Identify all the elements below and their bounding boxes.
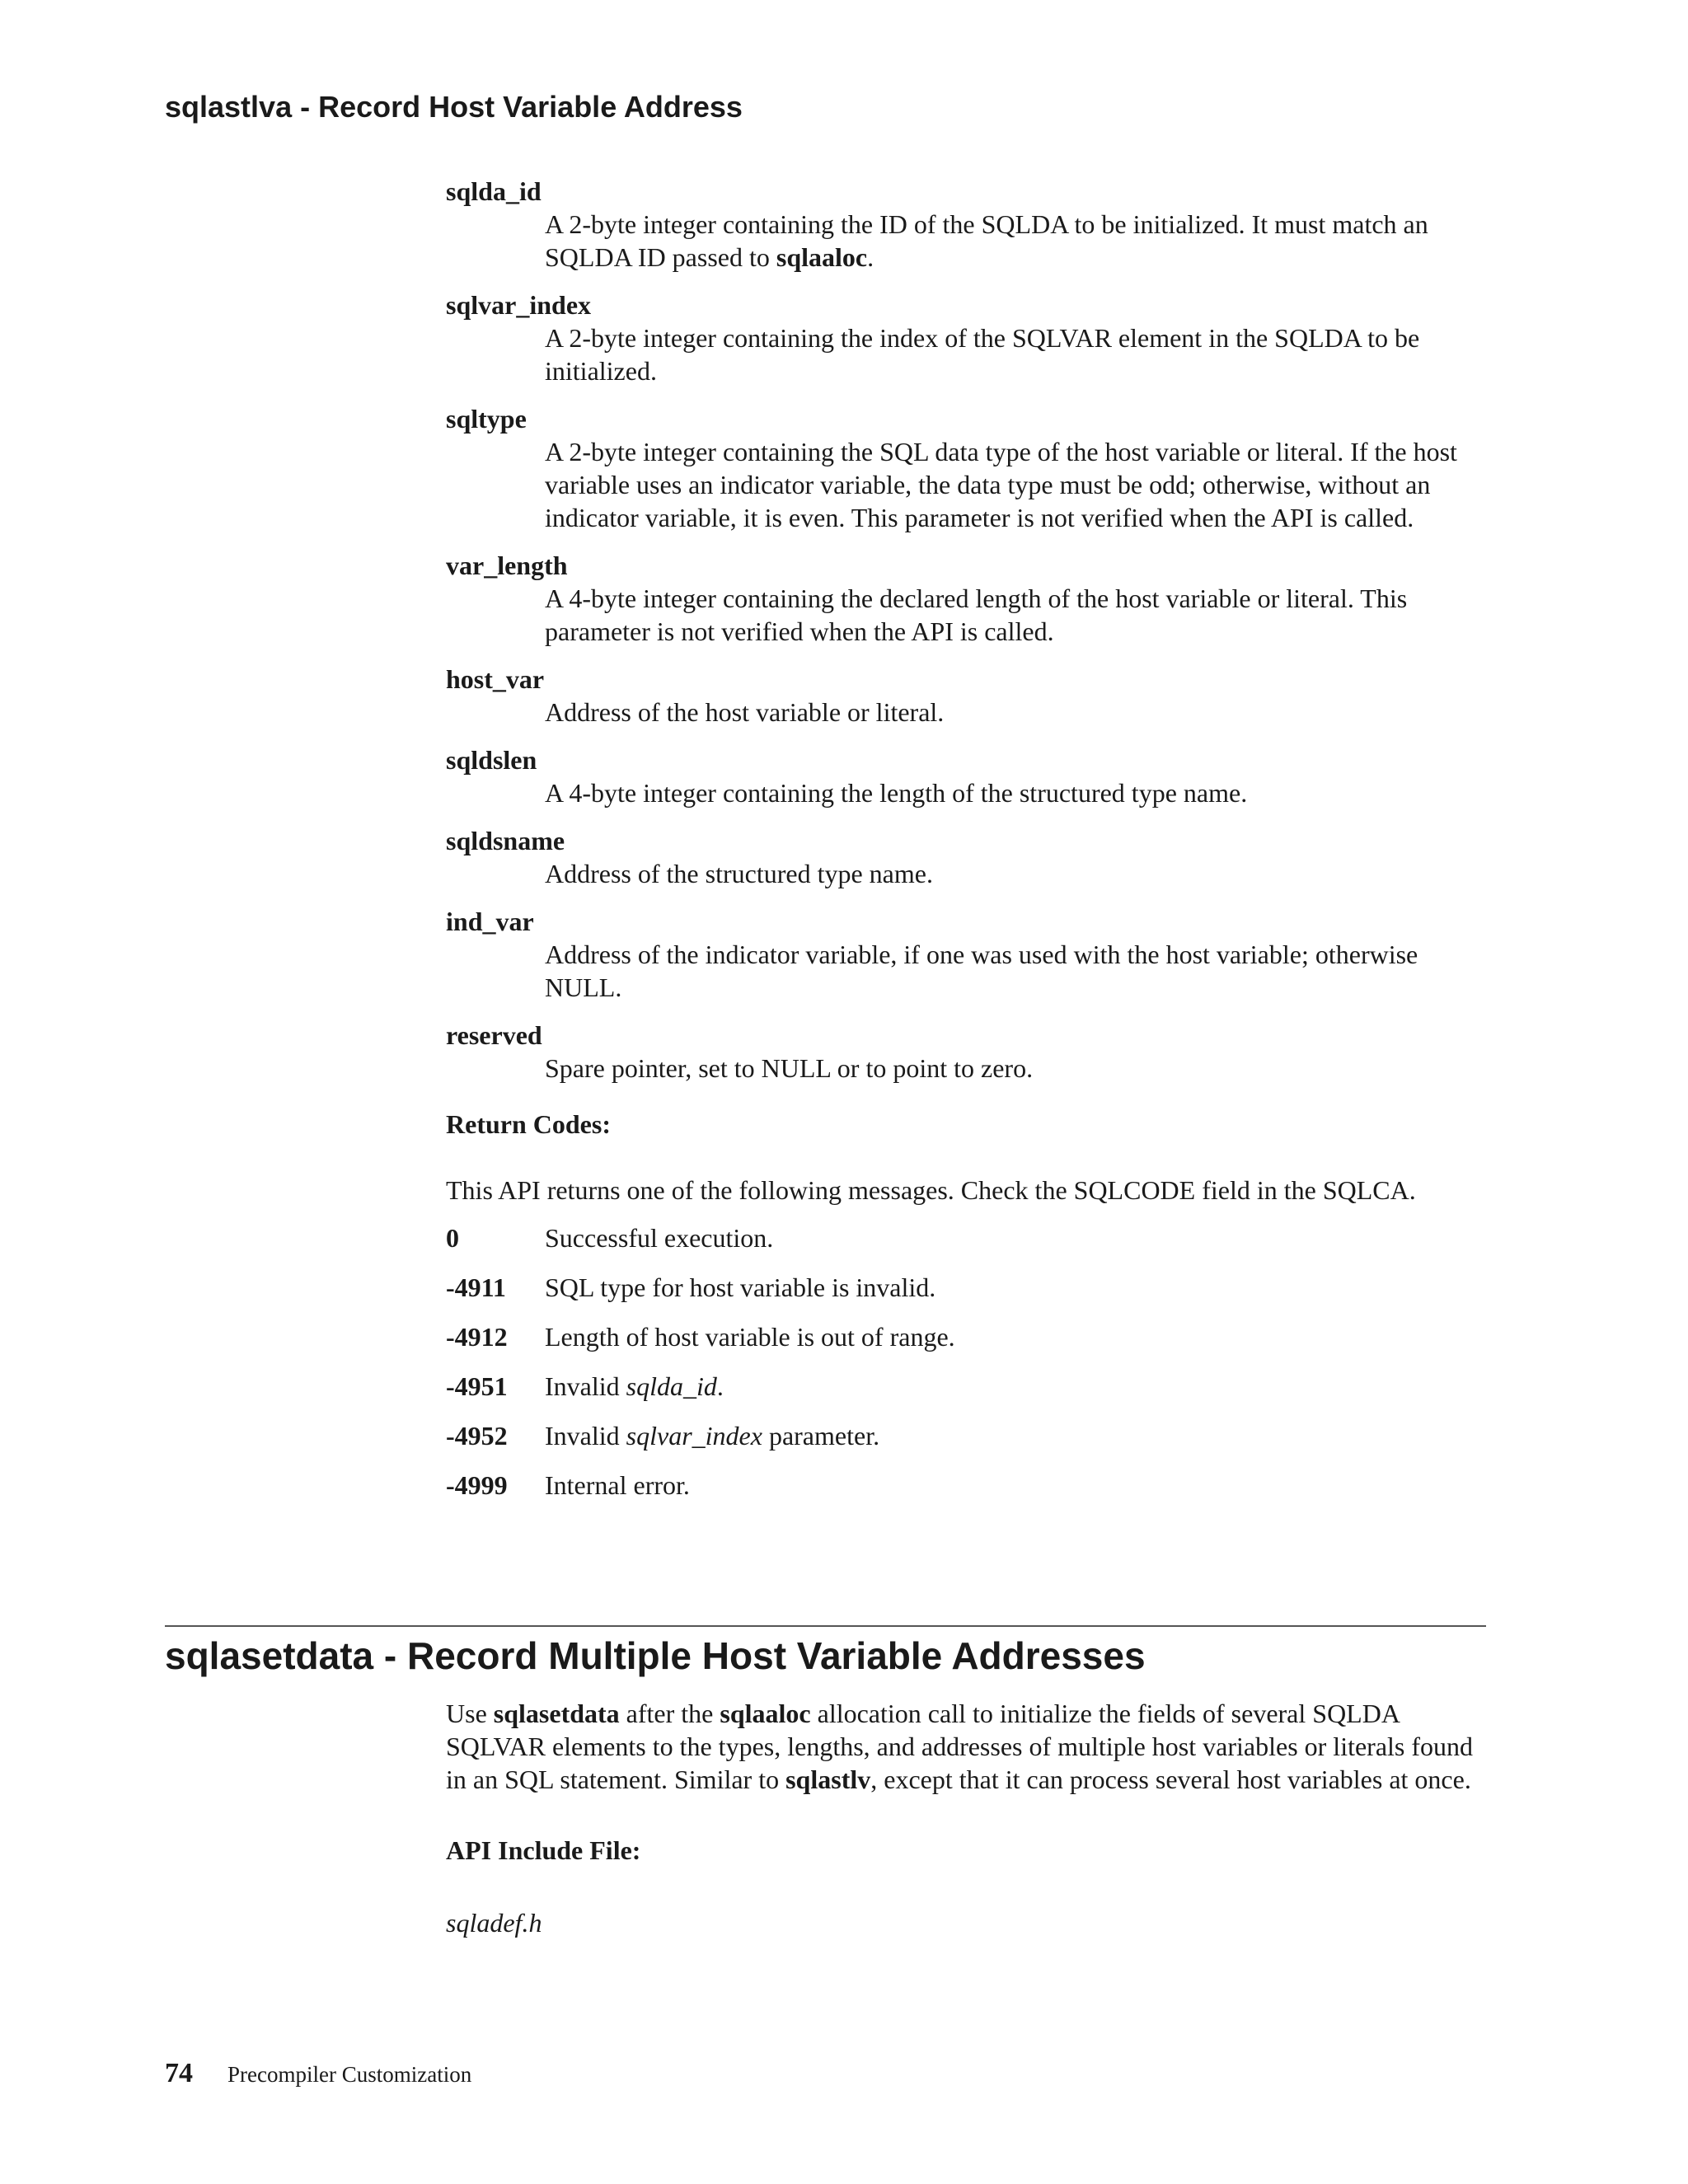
return-code-message	[545, 1419, 879, 1452]
text-run: A 4-byte integer containing the length of the structured type name.	[545, 778, 1248, 808]
book-title: Precompiler Customization	[227, 2062, 472, 2087]
return-code-value: -4952	[446, 1421, 508, 1451]
text-run: Successful execution.	[545, 1223, 774, 1253]
text-run: .	[716, 1371, 724, 1401]
parameter-name: sqltype	[446, 404, 527, 434]
section-description	[446, 1697, 1486, 1796]
include-file-name: sqladef.h	[446, 1908, 542, 1938]
parameter-description	[545, 696, 1486, 729]
return-code-message	[545, 1469, 690, 1502]
parameter-description	[545, 938, 1486, 1004]
return-code-value: -4912	[446, 1322, 508, 1352]
return-code-row	[446, 1271, 1486, 1304]
emphasis-term: sqlasetdata	[493, 1699, 620, 1728]
text-run: , except that it can process several host variables at once.	[870, 1765, 1471, 1794]
parameter-list	[446, 175, 1486, 1085]
text-run: .	[867, 242, 874, 272]
text-run: Spare pointer, set to NULL or to point to zero.	[545, 1053, 1034, 1083]
return-code-value: -4911	[446, 1272, 506, 1302]
section-divider	[165, 1625, 1486, 1627]
parameter-description	[545, 857, 1486, 890]
parameter-description	[545, 321, 1486, 387]
text-run: A 2-byte integer containing the ID of the SQLDA to be initialized. It must match an SQLDA ID passed to	[545, 209, 1428, 272]
emphasis-term: sqlvar_index	[626, 1421, 762, 1451]
emphasis-term: sqlaaloc	[720, 1699, 811, 1728]
return-code-row	[446, 1370, 1486, 1403]
text-run: A 2-byte integer containing the index of the SQLVAR element in the SQLDA to be initialized.	[545, 323, 1420, 386]
text-run: Invalid	[545, 1371, 626, 1401]
section-title: sqlasetdata - Record Multiple Host Variable Addresses	[165, 1634, 1146, 1677]
return-code-value: -4999	[446, 1470, 508, 1500]
parameter-description	[545, 208, 1486, 274]
parameter-description	[545, 776, 1486, 809]
parameter-name: var_length	[446, 551, 568, 580]
parameter-name: sqldsname	[446, 826, 565, 855]
return-code-message	[545, 1221, 773, 1254]
emphasis-term: sqlastlv	[785, 1765, 871, 1794]
text-run: Address of the structured type name.	[545, 859, 933, 888]
text-run: SQL type for host variable is invalid.	[545, 1272, 936, 1302]
text-run: after the	[619, 1699, 720, 1728]
emphasis-term: sqlda_id	[626, 1371, 717, 1401]
return-code-message	[545, 1271, 935, 1304]
text-run: Internal error.	[545, 1470, 690, 1500]
text-run: Use	[446, 1699, 494, 1728]
text-run: parameter.	[762, 1421, 880, 1451]
emphasis-term: sqlaaloc	[776, 242, 868, 272]
section-body	[446, 1697, 1486, 1939]
return-code-row	[446, 1320, 1486, 1353]
parameter-name: sqlda_id	[446, 176, 542, 206]
parameter-content	[446, 175, 1486, 1518]
return-code-message	[545, 1320, 955, 1353]
return-code-value: 0	[446, 1223, 459, 1253]
parameter-name: ind_var	[446, 907, 534, 936]
text-run: allocation call to initialize the fields of several SQLDA SQLVAR elements to the types, lengths, and addresses of multiple host variables or literals found in an SQL statement. Similar to	[446, 1699, 1474, 1794]
parameter-name: sqlvar_index	[446, 290, 592, 320]
include-file-heading: API Include File:	[446, 1835, 641, 1865]
parameter-name: host_var	[446, 664, 545, 694]
parameter-name: sqldslen	[446, 745, 537, 775]
text-run: Invalid	[545, 1421, 626, 1451]
parameter-description	[545, 435, 1486, 534]
running-header-title: sqlastlva - Record Host Variable Address	[165, 90, 743, 124]
text-run: Address of the indicator variable, if one was used with the host variable; otherwise NULL.	[545, 940, 1418, 1002]
return-codes-heading: Return Codes:	[446, 1109, 611, 1139]
page-number: 74	[165, 2058, 193, 2088]
return-code-row	[446, 1221, 1486, 1254]
page-footer	[165, 2057, 471, 2091]
return-code-list	[446, 1221, 1486, 1502]
return-code-value: -4951	[446, 1371, 508, 1401]
parameter-name: reserved	[446, 1020, 542, 1050]
parameter-description	[545, 1052, 1486, 1085]
return-code-row	[446, 1419, 1486, 1452]
return-codes-intro: This API returns one of the following messages. Check the SQLCODE field in the SQLCA.	[446, 1175, 1416, 1205]
return-code-message	[545, 1370, 724, 1403]
text-run: A 4-byte integer containing the declared length of the host variable or literal. This parameter is not verified when the API is called.	[545, 583, 1408, 646]
text-run: A 2-byte integer containing the SQL data type of the host variable or literal. If the host variable uses an indicator variable, the data type must be odd; otherwise, without an indicator variable, it is even. This parameter is not verified when the API is called.	[545, 437, 1457, 532]
return-code-row	[446, 1469, 1486, 1502]
parameter-description	[545, 582, 1486, 648]
text-run: Length of host variable is out of range.	[545, 1322, 955, 1352]
text-run: Address of the host variable or literal.	[545, 697, 945, 727]
